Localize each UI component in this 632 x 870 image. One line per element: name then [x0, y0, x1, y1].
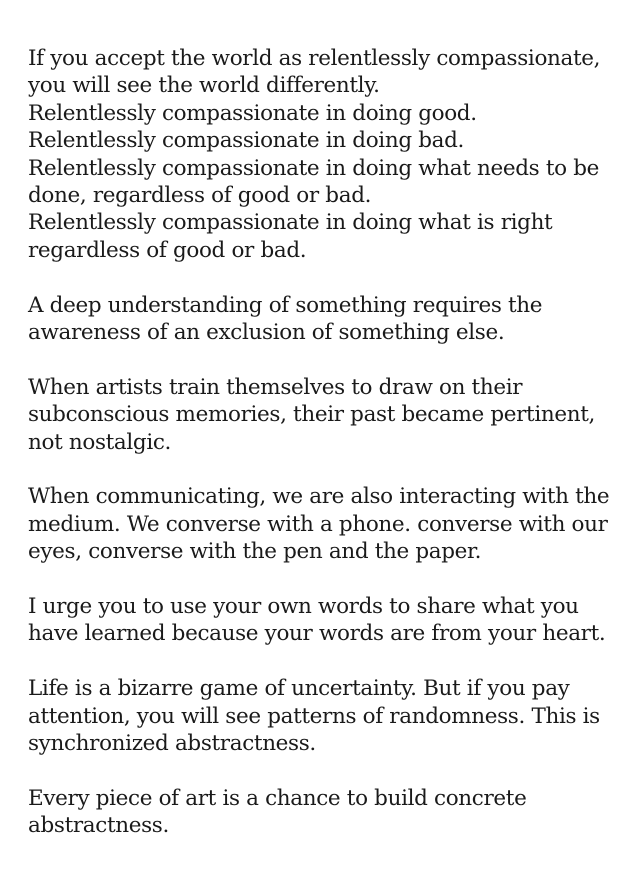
text-line: subconscious memories, their past became pertinent,: [28, 402, 596, 428]
paragraph-own-words: [28, 593, 624, 648]
text-line: Relentlessly compassionate in doing good.: [28, 100, 477, 126]
text-line: Relentlessly compassionate in doing what is right: [28, 210, 553, 236]
text-line: When communicating, we are also interacting with the: [28, 484, 610, 510]
text-line: medium. We converse with a phone. converse with our: [28, 511, 608, 537]
text-line: A deep understanding of something requires the: [28, 292, 543, 318]
text-line: Life is a bizarre game of uncertainty. But if you pay: [28, 676, 570, 702]
text-line: awareness of an exclusion of something else.: [28, 320, 505, 346]
text-line: have learned because your words are from your heart.: [28, 621, 606, 647]
text-line: Relentlessly compassionate in doing bad.: [28, 128, 464, 154]
paragraph-understanding: [28, 292, 624, 347]
paragraph-communicating: [28, 483, 624, 565]
text-line: When artists train themselves to draw on their: [28, 374, 523, 400]
text-line: If you accept the world as relentlessly compassionate,: [28, 46, 601, 71]
document-body: [28, 45, 624, 840]
text-line: synchronized abstractness.: [28, 731, 316, 757]
text-line: abstractness.: [28, 813, 169, 839]
text-line: Relentlessly compassionate in doing what needs to be: [28, 155, 599, 181]
text-line: I urge you to use your own words to share what you: [28, 594, 579, 620]
text-line: you will see the world differently.: [28, 73, 380, 99]
text-line: regardless of good or bad.: [28, 237, 307, 263]
paragraph-compassion: [28, 45, 624, 264]
text-line: eyes, converse with the pen and the paper.: [28, 539, 482, 565]
text-line: Every piece of art is a chance to build concrete: [28, 785, 527, 811]
paragraph-artists: [28, 374, 624, 456]
text-line: attention, you will see patterns of randomness. This is: [28, 703, 600, 729]
text-line: not nostalgic.: [28, 429, 172, 455]
paragraph-art: [28, 785, 624, 840]
text-line: done, regardless of good or bad.: [28, 183, 372, 209]
paragraph-uncertainty: [28, 675, 624, 757]
